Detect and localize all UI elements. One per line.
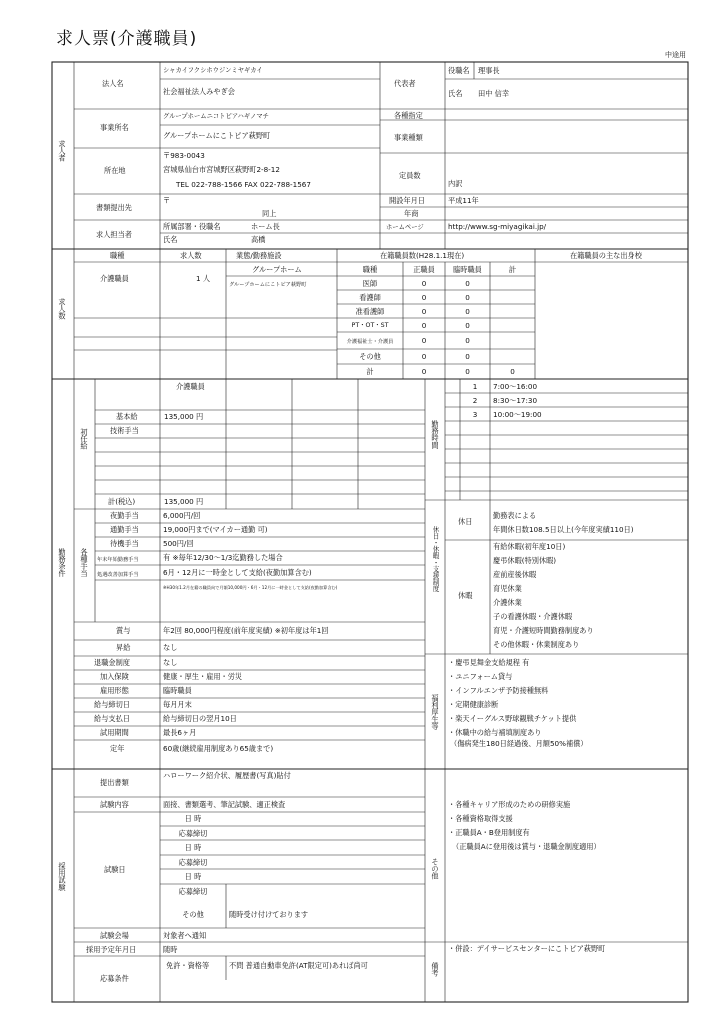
hp-url[interactable]: http://www.sg-miyagikai.jp/ — [448, 222, 547, 231]
staff-row-temp: 0 — [465, 336, 470, 345]
hp-label: ホームページ — [386, 224, 424, 231]
welfare-label: 福利厚生等 — [431, 694, 440, 730]
leave-item: 介護休業 — [493, 598, 522, 607]
hire-label: 採用予定年月日 — [86, 945, 137, 954]
count-facility-label: 業態/勤務施設 — [236, 251, 282, 260]
office-kana: グループホームニコトピアハギノマチ — [163, 113, 269, 120]
other-value: 随時受け付けております — [229, 910, 309, 919]
designation-label: 各種指定 — [394, 111, 423, 120]
welfare-item: ・定期健康診断 — [448, 700, 499, 709]
cutoff-value: 毎月月末 — [163, 700, 192, 709]
staff-row-regular: 0 — [421, 279, 427, 288]
date-sub: 日 時 — [184, 843, 202, 852]
staff-row-regular: 0 — [421, 293, 427, 302]
staff-row-regular: 0 — [421, 336, 427, 345]
staff-total-all: 0 — [510, 367, 515, 376]
address-label: 所在地 — [104, 166, 126, 175]
staff-row-job: 看護師 — [359, 293, 381, 302]
leave-item: 育児休業 — [493, 584, 522, 593]
retire-age-label: 定年 — [110, 744, 125, 753]
staff-row-temp: 0 — [465, 307, 470, 316]
dept-value: ホーム長 — [251, 222, 280, 231]
cutoff-label: 給与締切日 — [94, 700, 130, 709]
trial-label: 試用期間 — [100, 728, 129, 737]
yearend-label: 年末年始勤務手当 — [97, 557, 139, 563]
corner-label: 中途用 — [665, 51, 686, 59]
total-label: 計(税込) — [108, 497, 136, 506]
emp-value: 臨時職員 — [163, 686, 192, 695]
others-item: ・各種キャリア形成のための研修実施 — [448, 800, 571, 809]
holiday-1: 勤務表による — [493, 511, 537, 520]
staff-total-regular: 0 — [421, 367, 427, 376]
tech-label: 技術手当 — [110, 426, 139, 435]
col-regular: 正職員 — [413, 265, 435, 274]
staff-row-temp: 0 — [465, 279, 470, 288]
initial-label: 初任給 — [80, 428, 89, 450]
opened-label: 開設年月日 — [389, 196, 425, 205]
col-total: 計 — [508, 265, 517, 274]
hire-value: 随時 — [163, 945, 178, 954]
emp-label: 雇用形態 — [100, 686, 129, 695]
others-item: （正職員Aに登用後は賞与・退職金制度適用） — [452, 842, 601, 851]
bonus-label: 賞与 — [116, 626, 131, 635]
venue-value: 対象者へ通知 — [163, 931, 207, 940]
section-conditions: 勤務条件 — [58, 548, 67, 577]
hours-no: 1 — [472, 382, 478, 391]
deadline-sub: 応募締切 — [178, 858, 208, 867]
corp-name: 社会福祉法人みやぎ会 — [163, 87, 235, 96]
capacity-label: 定員数 — [399, 171, 421, 180]
col-job: 職種 — [362, 265, 378, 274]
facility-name: グループホームにこトピア萩野町 — [229, 282, 307, 288]
contact-name: 高橋 — [251, 235, 266, 244]
count-num: 1 人 — [196, 274, 211, 283]
retire-value: なし — [163, 658, 178, 667]
staff-row-job: 介護福祉士・介護員 — [346, 339, 394, 345]
staff-total-label: 計 — [366, 367, 374, 376]
leave-item: 慶弔休暇(特別休暇) — [493, 556, 557, 565]
welfare-item: （傷病発生180日経過後、月額50%補償） — [450, 739, 588, 748]
hours-time: 8:30～17:30 — [493, 396, 538, 405]
others-item: ・各種資格取得支援 — [448, 814, 513, 823]
hours-no: 3 — [472, 410, 478, 419]
ins-label: 加入保険 — [100, 672, 129, 681]
night-label: 夜勤手当 — [110, 511, 139, 520]
night-value: 6,000円/回 — [163, 511, 201, 520]
opened-value: 平成11年 — [448, 196, 479, 205]
address: 宮城県仙台市宮城野区萩野町2-8-12 — [163, 165, 280, 174]
staff-row-regular: 0 — [421, 352, 427, 361]
docs-same: 同上 — [262, 209, 277, 218]
section-count: 求人数 — [58, 298, 67, 320]
req-label: 応募条件 — [100, 974, 129, 983]
contact-name-label: 氏名 — [163, 235, 178, 244]
hours-time: 7:00～16:00 — [493, 382, 538, 391]
type-label: 事業種類 — [394, 133, 423, 142]
total-value: 135,000 円 — [164, 497, 204, 506]
rep-title: 理事長 — [478, 66, 500, 75]
staff-row-regular: 0 — [421, 307, 427, 316]
rep-name: 田中 信幸 — [478, 89, 510, 98]
corp-label: 法人名 — [102, 79, 124, 88]
base-value: 135,000 円 — [164, 412, 204, 421]
yearend-value: 有 ※毎年12/30～1/3迄勤務した場合 — [163, 553, 283, 562]
payday-value: 給与締切日の翌月10日 — [163, 714, 237, 723]
leave-label: 休暇 — [458, 591, 473, 600]
bonus-value: 年2回 80,000円程度(前年度実績) ※初年度は年1回 — [163, 626, 329, 635]
deadline-sub: 応募締切 — [178, 887, 208, 896]
ins-value: 健康・厚生・雇用・労災 — [163, 672, 243, 681]
base-label: 基本給 — [116, 412, 138, 421]
holiday-label: 休日 — [458, 517, 473, 526]
leave-item: 子の看護休暇・介護休暇 — [493, 612, 573, 621]
date-sub: 日 時 — [184, 814, 202, 823]
staff-row-temp: 0 — [465, 293, 470, 302]
office-name: グループホームにこトピア萩野町 — [163, 131, 271, 140]
sel-date-label: 試験日 — [104, 865, 126, 874]
section-selection: 採用試験 — [58, 862, 67, 891]
col-temp: 臨時職員 — [453, 265, 482, 274]
staff-row-job: その他 — [359, 352, 381, 361]
count-job-label: 職種 — [110, 251, 125, 260]
welfare-item: ・インフルエンザ予防接種無料 — [448, 686, 549, 695]
cond-job-col: 介護職員 — [176, 382, 205, 391]
staff-row-temp: 0 — [465, 321, 470, 330]
req-value: 不問 普通自動車免許(AT限定可)あれば尚可 — [229, 961, 368, 970]
payday-label: 給与支払日 — [94, 714, 130, 723]
hours-time: 10:00～19:00 — [493, 410, 542, 419]
docs-postal: 〒 — [163, 196, 171, 205]
hours-label: 勤務時間 — [431, 420, 440, 449]
commute-label: 通勤手当 — [110, 525, 139, 534]
leave-item: その他休暇・休業制度あり — [493, 640, 580, 649]
commute-value: 19,000円まで(マイカー通勤 可) — [163, 525, 268, 534]
count-num-label: 求人数 — [180, 251, 202, 260]
rep-title-label: 役職名 — [448, 66, 470, 75]
staff-row-temp: 0 — [465, 352, 470, 361]
req-sub: 免許・資格等 — [166, 961, 210, 970]
welfare-item: ・休職中の給与補填制度あり — [448, 728, 542, 737]
standby-label: 待機手当 — [110, 539, 139, 548]
hours-no: 2 — [472, 396, 478, 405]
sel-exam-label: 試験内容 — [100, 800, 129, 809]
kaigo-value: 6月・12月に一時金として支給(夜勤加算含む) — [163, 568, 312, 577]
raise-label: 昇給 — [116, 643, 131, 652]
welfare-item: ・ユニフォーム貸与 — [448, 672, 513, 681]
staff-row-job: 医師 — [362, 279, 378, 288]
facility-type: グループホーム — [252, 265, 302, 274]
retire-age-value: 60歳(継続雇用制度あり65歳まで) — [163, 744, 274, 753]
remarks-label: 備考 — [431, 962, 440, 977]
leave-item: 産前産後休暇 — [493, 570, 537, 579]
rep-name-label: 氏名 — [448, 89, 463, 98]
kaigo-label: 処遇改善加算手当 — [97, 572, 139, 578]
rep-label: 代表者 — [394, 79, 416, 88]
venue-label: 試験会場 — [100, 931, 129, 940]
holiday-section-label: 休日・休暇・支援制度 — [431, 526, 439, 592]
staff-row-job: PT・OT・ST — [351, 322, 389, 329]
capacity-value: 内訳 — [448, 179, 463, 188]
others-item: ・正職員A・B登用制度有 — [448, 828, 530, 837]
trial-value: 最長6ヶ月 — [163, 728, 197, 737]
welfare-item: ・慶弔見舞金支給規程 有 — [448, 658, 530, 667]
others-label: その他 — [431, 858, 440, 880]
welfare-item: ・楽天イーグルス野球観戦チケット提供 — [448, 714, 577, 723]
corp-kana: シャカイフクシホウジンミヤギカイ — [163, 67, 263, 74]
origin-header: 在籍職員の主な出身校 — [570, 251, 642, 260]
sel-exam-value: 面接、書類選考、筆記試験、適正検査 — [163, 800, 286, 809]
leave-item: 有給休暇(初年度10日) — [493, 542, 566, 551]
retire-label: 退職金制度 — [94, 658, 130, 667]
kaigo-note: ※H30年1.2月在籍の職員向で月額10,000円・6月・12月に一時金として支給(夜勤加算含む) — [163, 585, 338, 590]
sales-label: 年商 — [404, 209, 419, 218]
dept-label: 所属部署・役職名 — [163, 222, 221, 231]
holiday-2: 年間休日数108.5日以上(今年度実績110日) — [493, 525, 634, 534]
sel-docs-value: ハローワーク紹介状、履歴書(写真)貼付 — [163, 771, 291, 780]
staff-row-job: 准看護師 — [355, 307, 385, 316]
postal-code: 〒983-0043 — [163, 151, 205, 160]
staff-row-regular: 0 — [421, 321, 427, 330]
tel-fax: TEL 022-788-1566 FAX 022-788-1567 — [176, 180, 311, 189]
sel-docs-label: 提出書類 — [100, 778, 129, 787]
docs-label: 書類提出先 — [96, 203, 132, 212]
page-title: 求人票(介護職員) — [56, 29, 198, 49]
allowance-label: 各種手当 — [80, 548, 89, 577]
raise-value: なし — [163, 643, 178, 652]
contact-label: 求人担当者 — [96, 230, 132, 239]
deadline-sub: 応募締切 — [178, 829, 208, 838]
remarks-value: ・併設：デイサービスセンターにこトピア萩野町 — [448, 944, 606, 953]
other-sub: その他 — [182, 910, 204, 919]
staff-total-temp: 0 — [465, 367, 470, 376]
standby-value: 500円/回 — [163, 539, 194, 548]
count-job: 介護職員 — [100, 274, 129, 283]
leave-item: 育児・介護短時間勤務制度あり — [493, 626, 594, 635]
section-employer: 求人者 — [58, 140, 67, 162]
staff-header: 在籍職員数(H28.1.1現在) — [380, 251, 465, 260]
office-label: 事業所名 — [100, 123, 129, 132]
date-sub: 日 時 — [184, 872, 202, 881]
